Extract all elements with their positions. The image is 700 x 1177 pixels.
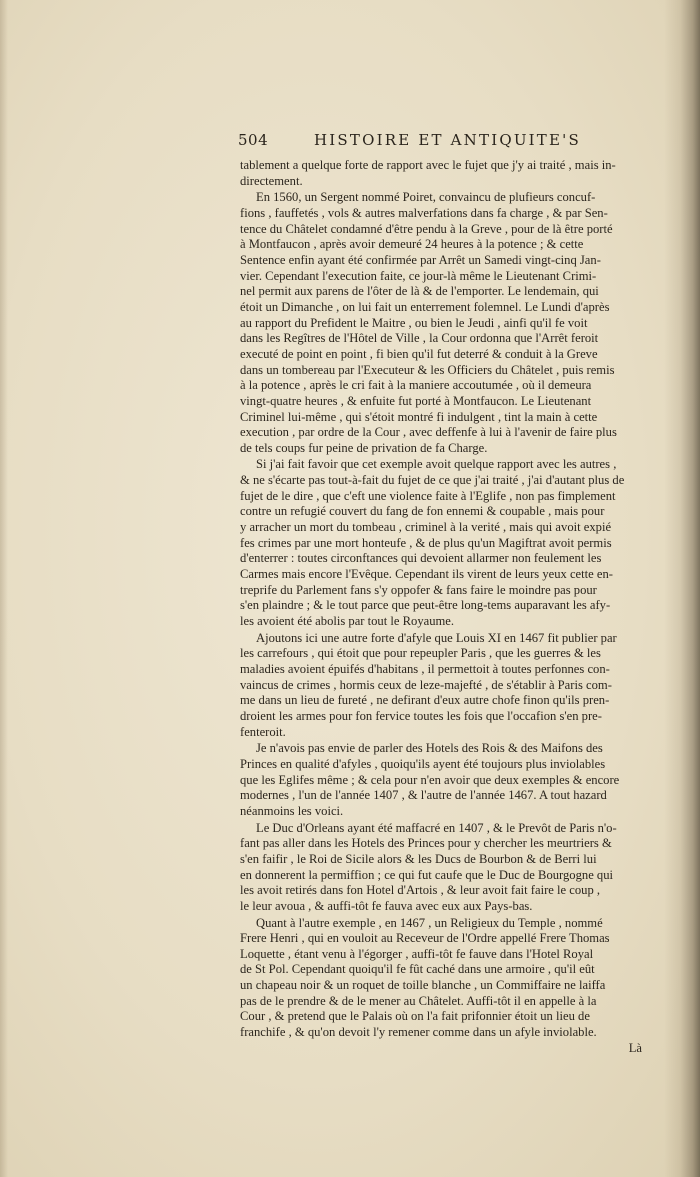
running-title: HISTOIRE ET ANTIQUITE'S [314,131,581,149]
text-line: tence du Châtelet condamné d'être pendu à la Greve , pour de là être porté [240,221,613,236]
text-line: y arracher un mort du tombeau , criminel à la verité , mais qui avoit expié [240,520,612,535]
text-line: directement. [240,173,303,188]
page-left-edge [0,0,8,1177]
text-line: executé de point en point , fi bien qu'il fut deterré & conduit à la Greve [240,346,598,361]
text-line: vingt-quatre heures , & enfuite fut porté à Montfaucon. Le Lieutenant [240,393,592,408]
paragraph [240,158,642,189]
text-line: Cour , & pretend que le Palais où on l'a fait prifonnier étoit un lieu de [240,1009,590,1024]
text-line: Ajoutons ici une autre forte d'afyle que Louis XI en 1467 fit publier par [256,630,617,645]
paragraph [240,741,642,819]
page-number: 504 [238,131,269,149]
paragraph [240,631,642,741]
paragraph [240,190,642,456]
text-line: Carmes mais encore l'Evêque. Cependant ils virent de leurs yeux cette en- [240,567,613,582]
text-line: En 1560, un Sergent nommé Poiret, convaincu de plufieurs concuf- [256,190,596,205]
text-line: pas de le prendre & de le mener au Châtelet. Auffi-tôt il en appelle à la [240,993,597,1008]
text-line: en donnerent la permiffion ; ce qui fut caufe que le Duc de Bourgogne qui [240,867,614,882]
text-line: droient les armes pour fon fervice toutes les fois que l'occafion s'en pre- [240,708,602,723]
text-line: franchife , & qu'on devoit l'y remener comme dans un afyle inviolable. [240,1025,597,1040]
text-line: s'en faifir , le Roi de Sicile alors & les Ducs de Bourbon & de Berri lui [240,851,597,866]
text-line: Loquette , étant venu à l'égorger , auffi-tôt fe fauve dans l'Hotel Royal [240,946,594,961]
text-line: un chapeau noir & un roquet de toille blanche , un Commiffaire ne laiffa [240,978,606,993]
text-line: au rapport du Prefident le Maitre , ou bien le Jeudi , ainfi qu'il fe voit [240,315,588,330]
text-line: de St Pol. Cependant quoiqu'il fe fût caché dans une armoire , qu'il eût [240,962,595,977]
text-line: fions , fauffetés , vols & autres malverfations dans fa charge , & par Sen- [240,205,608,220]
paragraph [240,916,642,1041]
catchword: Là [628,1040,642,1055]
text-line: vier. Cependant l'execution faite, ce jour-là même le Lieutenant Crimi- [240,268,597,283]
paragraph [240,821,642,915]
text-line: dans un tombereau par l'Executeur & les Officiers du Châtelet , puis remis [240,362,615,377]
text-line: les carrefours , qui étoit que pour repeupler Paris , que les guerres & les [240,646,601,661]
text-line: que les Eglifes même ; & cela pour n'en avoir que deux exemples & encore [240,772,620,787]
page-header [238,131,648,153]
text-line: Princes en qualité d'afyles , quoiqu'ils ayent été toujours plus inviolables [240,756,606,771]
text-line: fenteroit. [240,724,286,739]
paragraph [240,457,642,629]
book-spine-shadow [664,0,700,1177]
text-line: Quant à l'autre exemple , en 1467 , un Religieux du Temple , nommé [256,915,603,930]
text-line: treprife du Parlement fans s'y oppofer & fans faire le moindre pas pour [240,582,597,597]
body-text [240,158,642,1056]
text-line: Criminel lui-même , qui s'étoit montré fi indulgent , tint la main à cette [240,409,598,424]
text-line: les avoit retirés dans fon Hotel d'Artois , & leur avoit fait faire le coup , [240,883,601,898]
text-line: me dans un lieu de fureté , ne defirant d'eux autre chofe finon qu'ils pren- [240,693,610,708]
text-line: fant pas aller dans les Hotels des Princes pour y chercher les meurtriers & [240,836,612,851]
text-line: nel permit aux parens de l'ôter de là & de l'emporter. Le lendemain, qui [240,284,599,299]
text-line: s'en plaindre ; & le tout parce que peut-être long-tems auparavant les afy- [240,598,611,613]
text-line: vaincus de crimes , hormis ceux de leze-majefté , de s'établir à Paris com- [240,677,612,692]
text-line: Frere Henri , qui en vouloit au Receveur de l'Ordre appellé Frere Thomas [240,931,610,946]
text-line: modernes , l'un de l'année 1407 , & l'autre de l'année 1467. A tout hazard [240,788,607,803]
text-line: d'enterrer : toutes circonftances qui devoient allarmer non feulement les [240,551,602,566]
text-line: Le Duc d'Orleans ayant été maffacré en 1407 , & le Prevôt de Paris n'o- [256,820,617,835]
text-line: les avoient été abolis par tout le Royaume. [240,614,455,629]
text-line: à la potence , après le cri fait à la maniere accoutumée , où il demeura [240,378,592,393]
text-line: à Montfaucon , après avoir demeuré 24 heures à la potence ; & cette [240,237,584,252]
text-line: tablement a quelque forte de rapport avec le fujet que j'y ai traité , mais in- [240,158,616,172]
text-line: néanmoins les voici. [240,803,344,818]
text-line: maladies avoient épuifés d'habitans , il permettoit à toutes perfonnes con- [240,662,610,676]
text-line: fujet de le dire , que c'eft une violence faite à l'Eglife , non pas fimplement [240,488,616,503]
text-line: de tels coups fur peine de privation de fa Charge. [240,440,488,455]
text-line: Sentence enfin ayant été confirmée par Arrêt un Samedi vingt-cinq Jan- [240,252,601,267]
text-line: le leur avoua , & auffi-tôt fe fauva avec eux aux Pays-bas. [240,898,533,913]
text-line: dans les Regîtres de l'Hôtel de Ville , la Cour ordonna que l'Arrêt feroit [240,331,599,346]
text-line: Si j'ai fait favoir que cet exemple avoit quelque rapport avec les autres , [256,457,617,472]
text-line: fes crimes par une mort honteufe , & de plus qu'un Magiftrat avoit permis [240,535,612,550]
text-line: execution , par ordre de la Cour , avec deffenfe à lui à l'avenir de faire plus [240,425,617,440]
text-line: & ne s'écarte pas tout-à-fait du fujet de ce que j'ai traité , j'ai d'autant plus de [240,473,625,488]
text-line: contre un refugié couvert du fang de fon ennemi & coupable , mais pour [240,504,605,519]
text-line: étoit un Dimanche , on lui fait un enterrement folemnel. Le Lundi d'après [240,299,610,314]
text-line: Je n'avois pas envie de parler des Hotels des Rois & des Maifons des [256,741,603,756]
